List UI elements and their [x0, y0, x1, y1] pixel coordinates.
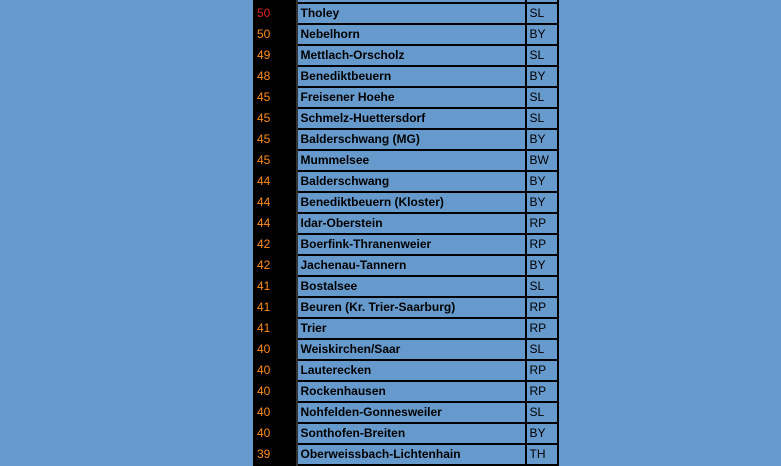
state-code-cell: SL: [526, 3, 558, 24]
table-row: [254, 24, 558, 45]
station-name-cell: Balderschwang: [297, 171, 526, 192]
station-name-cell: Nohfelden-Gonnesweiler: [297, 402, 526, 423]
table-row: [254, 360, 558, 381]
table-row: [254, 108, 558, 129]
state-code-cell: RP: [526, 297, 558, 318]
value-cell: 42: [254, 234, 297, 255]
station-name-cell: Idar-Oberstein: [297, 213, 526, 234]
state-code-cell: TH: [526, 444, 558, 465]
value-cell: 40: [254, 402, 297, 423]
state-code-cell: RP: [526, 360, 558, 381]
station-name-cell: Lauterecken: [297, 360, 526, 381]
value-cell: 48: [254, 66, 297, 87]
value-cell: 50: [254, 3, 297, 24]
station-name-cell: Bostalsee: [297, 276, 526, 297]
station-name-cell: Trier: [297, 318, 526, 339]
state-code-cell: BY: [526, 66, 558, 87]
table-row: [254, 423, 558, 444]
state-code-cell: SL: [526, 402, 558, 423]
value-cell: 45: [254, 150, 297, 171]
state-code-cell: SL: [526, 87, 558, 108]
table-row: [254, 150, 558, 171]
table-body: [254, 0, 558, 465]
state-code-cell: RP: [526, 318, 558, 339]
state-code-cell: BW: [526, 150, 558, 171]
value-cell: 40: [254, 423, 297, 444]
state-code-cell: BY: [526, 255, 558, 276]
state-code-cell: SL: [526, 45, 558, 66]
value-cell: 50: [254, 24, 297, 45]
table-row: [254, 402, 558, 423]
table-row: [254, 213, 558, 234]
station-name-cell: Oberweissbach-Lichtenhain: [297, 444, 526, 465]
value-cell: 40: [254, 339, 297, 360]
value-cell: 49: [254, 45, 297, 66]
state-code-cell: BY: [526, 129, 558, 150]
table-row: [254, 129, 558, 150]
value-cell: 45: [254, 87, 297, 108]
value-cell: 39: [254, 444, 297, 465]
table-row: [254, 255, 558, 276]
station-name-cell: Tholey: [297, 3, 526, 24]
station-name-cell: Freisener Hoehe: [297, 87, 526, 108]
value-cell: 44: [254, 171, 297, 192]
state-code-cell: SL: [526, 339, 558, 360]
state-code-cell: BY: [526, 171, 558, 192]
state-code-cell: RP: [526, 213, 558, 234]
value-cell: 44: [254, 192, 297, 213]
table-row: [254, 276, 558, 297]
station-name-cell: Benediktbeuern (Kloster): [297, 192, 526, 213]
state-code-cell: BY: [526, 24, 558, 45]
station-name-cell: Benediktbeuern: [297, 66, 526, 87]
value-cell: 40: [254, 381, 297, 402]
state-code-cell: RP: [526, 234, 558, 255]
table-row: [254, 192, 558, 213]
state-code-cell: BY: [526, 192, 558, 213]
table-row: [254, 339, 558, 360]
table-row: [254, 444, 558, 465]
table-row: [254, 234, 558, 255]
state-code-cell: BY: [526, 423, 558, 444]
table-row: [254, 318, 558, 339]
table-row: [254, 3, 558, 24]
station-name-cell: Rockenhausen: [297, 381, 526, 402]
value-cell: 42: [254, 255, 297, 276]
station-name-cell: Weiskirchen/Saar: [297, 339, 526, 360]
station-name-cell: Mettlach-Orscholz: [297, 45, 526, 66]
value-cell: 40: [254, 360, 297, 381]
station-name-cell: Jachenau-Tannern: [297, 255, 526, 276]
station-name-cell: Mummelsee: [297, 150, 526, 171]
value-cell: 41: [254, 318, 297, 339]
table-row: [254, 45, 558, 66]
value-cell: 44: [254, 213, 297, 234]
table-row: [254, 171, 558, 192]
value-cell: 41: [254, 297, 297, 318]
station-name-cell: Schmelz-Huettersdorf: [297, 108, 526, 129]
value-cell: 45: [254, 108, 297, 129]
station-name-cell: Beuren (Kr. Trier-Saarburg): [297, 297, 526, 318]
value-cell: 45: [254, 129, 297, 150]
table-row: [254, 87, 558, 108]
value-cell: 41: [254, 276, 297, 297]
station-name-cell: Balderschwang (MG): [297, 129, 526, 150]
station-name-cell: Boerfink-Thranenweier: [297, 234, 526, 255]
state-code-cell: SL: [526, 108, 558, 129]
table-row: [254, 66, 558, 87]
state-code-cell: SL: [526, 276, 558, 297]
station-name-cell: Nebelhorn: [297, 24, 526, 45]
station-name-cell: Sonthofen-Breiten: [297, 423, 526, 444]
state-code-cell: RP: [526, 381, 558, 402]
station-ranking-table: [253, 0, 559, 466]
table-row: [254, 381, 558, 402]
table-row: [254, 297, 558, 318]
